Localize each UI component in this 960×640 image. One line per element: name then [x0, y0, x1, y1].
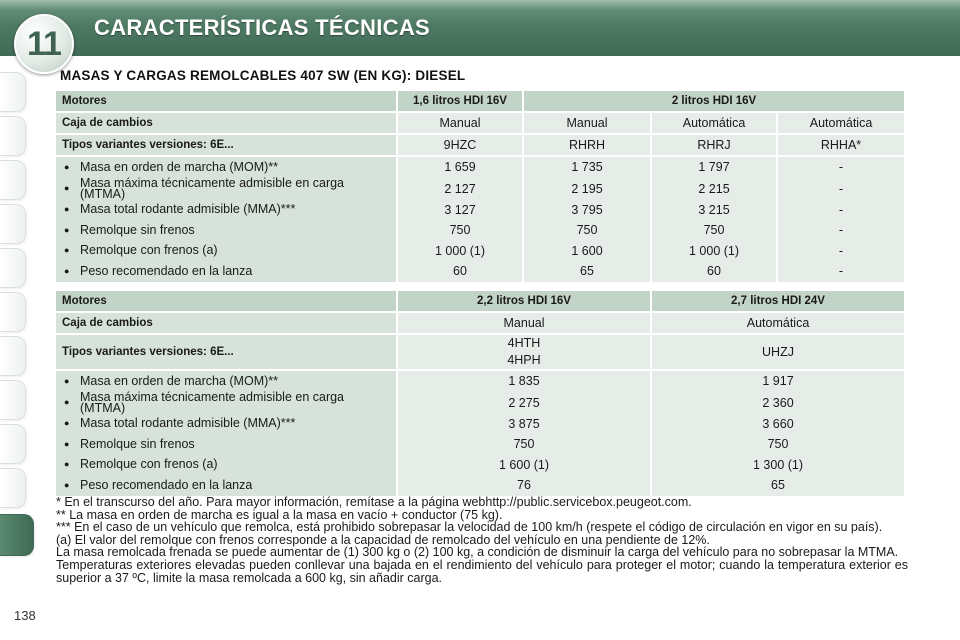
mass-item — [62, 455, 390, 476]
mass-value: 750 — [703, 223, 725, 238]
variant-code: RHHA* — [776, 135, 904, 157]
bullet-icon: ● — [64, 438, 70, 449]
variant-code: RHRJ — [650, 135, 776, 157]
mass-value: 1 000 (1) — [434, 243, 486, 258]
bullet-icon: ● — [64, 183, 70, 193]
variant-code: 9HZC — [396, 135, 522, 157]
footnotes — [56, 496, 908, 584]
chapter-header-band — [0, 0, 960, 56]
mass-item-label: Remolque sin frenos — [80, 436, 195, 451]
mass-value: 750 — [513, 437, 535, 452]
mass-value: 3 795 — [571, 202, 603, 217]
variant-code: 4HTH — [507, 336, 541, 350]
mass-value: 1 600 (1) — [498, 457, 550, 472]
mass-item-label: Masa total rodante admisible (MMA)*** — [80, 202, 296, 217]
mass-value: 65 — [580, 264, 594, 279]
variant-code: UHZJ — [650, 335, 904, 371]
gearbox-value: Automática — [650, 113, 776, 135]
engine-header: 2 litros HDI 16V — [522, 91, 904, 113]
mass-item-label: Masa en orden de marcha (MOM)** — [80, 373, 278, 388]
motores-label: Motores — [56, 291, 396, 313]
chapter-number-badge: 11 — [14, 14, 74, 74]
mass-item — [62, 175, 390, 201]
mass-item-label: Remolque con frenos (a) — [80, 457, 218, 472]
mass-item-label: Remolque con frenos (a) — [80, 243, 218, 258]
mass-item-label: Masa total rodante admisible (MMA)*** — [80, 416, 296, 431]
mass-value: 65 — [771, 478, 785, 493]
chapter-side-tabs — [0, 58, 30, 578]
mass-values-column — [650, 157, 776, 282]
engine-header: 1,6 litros HDI 16V — [396, 91, 522, 113]
mass-item — [62, 241, 390, 262]
mass-item-label: Masa máxima técnicamente admisible en carga (MTMA) — [80, 389, 345, 415]
bullet-icon: ● — [64, 479, 70, 490]
side-tab[interactable] — [0, 72, 26, 112]
page-number: 138 — [14, 608, 36, 623]
mass-value: 3 875 — [508, 416, 540, 431]
mass-item — [62, 475, 390, 496]
side-tab[interactable] — [0, 116, 26, 156]
mass-value: 1 735 — [571, 160, 603, 175]
mass-labels-cell — [56, 371, 396, 496]
mass-value: - — [838, 160, 844, 175]
variant-codes — [396, 335, 650, 371]
engine-header: 2,2 litros HDI 16V — [396, 291, 650, 313]
side-tab-active[interactable] — [0, 514, 34, 556]
side-tab[interactable] — [0, 204, 26, 244]
mass-item — [62, 220, 390, 241]
mass-value: 2 275 — [508, 395, 540, 410]
mass-value: 1 797 — [698, 160, 730, 175]
mass-value: 2 127 — [444, 181, 476, 196]
mass-value: 2 360 — [762, 395, 794, 410]
chapter-title: CARACTERÍSTICAS TÉCNICAS — [94, 15, 430, 40]
mass-rows — [56, 371, 904, 496]
mass-item-label: Remolque sin frenos — [80, 222, 195, 237]
towing-table-2 — [56, 291, 904, 496]
table-row — [56, 313, 904, 335]
side-tab[interactable] — [0, 380, 26, 420]
footnote: *** En el caso de un vehículo que remolca, está prohibido sobrepasar la velocidad de 100 km/h (respete el código de circulación en vigor en su país). — [56, 520, 883, 535]
mass-item — [62, 157, 390, 178]
mass-value: 1 300 (1) — [752, 457, 804, 472]
table-row — [56, 291, 904, 313]
mass-value: 1 917 — [762, 374, 794, 389]
mass-values-column — [650, 371, 904, 496]
bullet-icon: ● — [64, 245, 70, 256]
side-tab[interactable] — [0, 160, 26, 200]
bullet-icon: ● — [64, 161, 70, 172]
side-tab[interactable] — [0, 292, 26, 332]
table-row — [56, 135, 904, 157]
mass-item — [62, 414, 390, 435]
mass-rows — [56, 157, 904, 282]
mass-value: - — [838, 202, 844, 217]
mass-labels-cell — [56, 157, 396, 282]
mass-values-column — [522, 157, 650, 282]
gearbox-value: Manual — [396, 113, 522, 135]
mass-value: - — [838, 264, 844, 279]
mass-value: 3 127 — [444, 202, 476, 217]
table-row — [56, 335, 904, 371]
gearbox-value: Manual — [522, 113, 650, 135]
bullet-icon: ● — [64, 375, 70, 386]
mass-value: 1 000 (1) — [688, 243, 740, 258]
table-row — [56, 91, 904, 113]
side-tab[interactable] — [0, 336, 26, 376]
gearbox-label: Caja de cambios — [56, 113, 396, 135]
variants-label: Tipos variantes versiones: 6E... — [56, 335, 396, 371]
mass-values-column — [396, 157, 522, 282]
gearbox-value: Automática — [776, 113, 904, 135]
mass-value: 750 — [449, 223, 471, 238]
mass-value: 2 215 — [698, 181, 730, 196]
mass-value: - — [838, 243, 844, 258]
mass-value: 750 — [576, 223, 598, 238]
mass-value: 750 — [767, 437, 789, 452]
mass-value: - — [838, 223, 844, 238]
mass-value: 1 600 — [571, 243, 603, 258]
towing-table-1 — [56, 91, 904, 282]
bullet-icon: ● — [64, 204, 70, 215]
footnote: La masa remolcada frenada se puede aumentar de (1) 300 kg o (2) 100 kg, a condición de disminuir la carga del vehículo para no sobrepasar la MTMA. — [56, 545, 899, 560]
bullet-icon: ● — [64, 265, 70, 276]
mass-value: 76 — [517, 478, 531, 493]
mass-value: - — [838, 181, 844, 196]
header-shine — [0, 0, 960, 10]
bullet-icon: ● — [64, 418, 70, 429]
mass-value: 2 195 — [571, 181, 603, 196]
mass-item — [62, 261, 390, 282]
mass-item — [62, 371, 390, 392]
bullet-icon: ● — [64, 397, 70, 407]
table-row — [56, 113, 904, 135]
variant-code: RHRH — [522, 135, 650, 157]
footnote: (a) El valor del remolque con frenos corresponde a la capacidad de remolcado del vehículo en una pendiente de 12%. — [56, 532, 710, 547]
mass-item — [62, 434, 390, 455]
footnote: Temperaturas exteriores elevadas pueden conllevar una bajada en el rendimiento del vehículo para proteger el motor; cuando la temperatura exterior es superior a 37 ºC, limite la masa remolcada a 600 kg, sin añadir carga. — [56, 557, 908, 585]
side-tab[interactable] — [0, 468, 26, 508]
side-tab[interactable] — [0, 424, 26, 464]
gearbox-value: Manual — [396, 313, 650, 335]
bullet-icon: ● — [64, 459, 70, 470]
mass-values-column — [396, 371, 650, 496]
mass-value: 1 659 — [444, 160, 476, 175]
engine-header: 2,7 litros HDI 24V — [650, 291, 904, 313]
variants-label: Tipos variantes versiones: 6E... — [56, 135, 396, 157]
mass-item-label: Peso recomendado en la lanza — [80, 263, 253, 278]
variant-code: 4HPH — [507, 353, 541, 367]
mass-item — [62, 200, 390, 221]
gearbox-label: Caja de cambios — [56, 313, 396, 335]
mass-item — [62, 389, 390, 415]
section-title: MASAS Y CARGAS REMOLCABLES 407 SW (EN KG): DIESEL — [60, 68, 466, 83]
mass-item-label: Masa máxima técnicamente admisible en carga (MTMA) — [80, 175, 345, 201]
mass-value: 60 — [707, 264, 721, 279]
motores-label: Motores — [56, 91, 396, 113]
bullet-icon: ● — [64, 224, 70, 235]
mass-item-label: Masa en orden de marcha (MOM)** — [80, 159, 278, 174]
footnote: * En el transcurso del año. Para mayor información, remítase a la página webhttp://public.servicebox.peugeot.com. — [56, 495, 692, 509]
mass-value: 60 — [453, 264, 467, 279]
mass-values-column — [776, 157, 904, 282]
mass-value: 1 835 — [508, 374, 540, 389]
gearbox-value: Automática — [650, 313, 904, 335]
mass-value: 3 215 — [698, 202, 730, 217]
side-tab[interactable] — [0, 248, 26, 288]
footnote: ** La masa en orden de marcha es igual a la masa en vacío + conductor (75 kg). — [56, 507, 503, 522]
mass-value: 3 660 — [762, 416, 794, 431]
mass-item-label: Peso recomendado en la lanza — [80, 477, 253, 492]
